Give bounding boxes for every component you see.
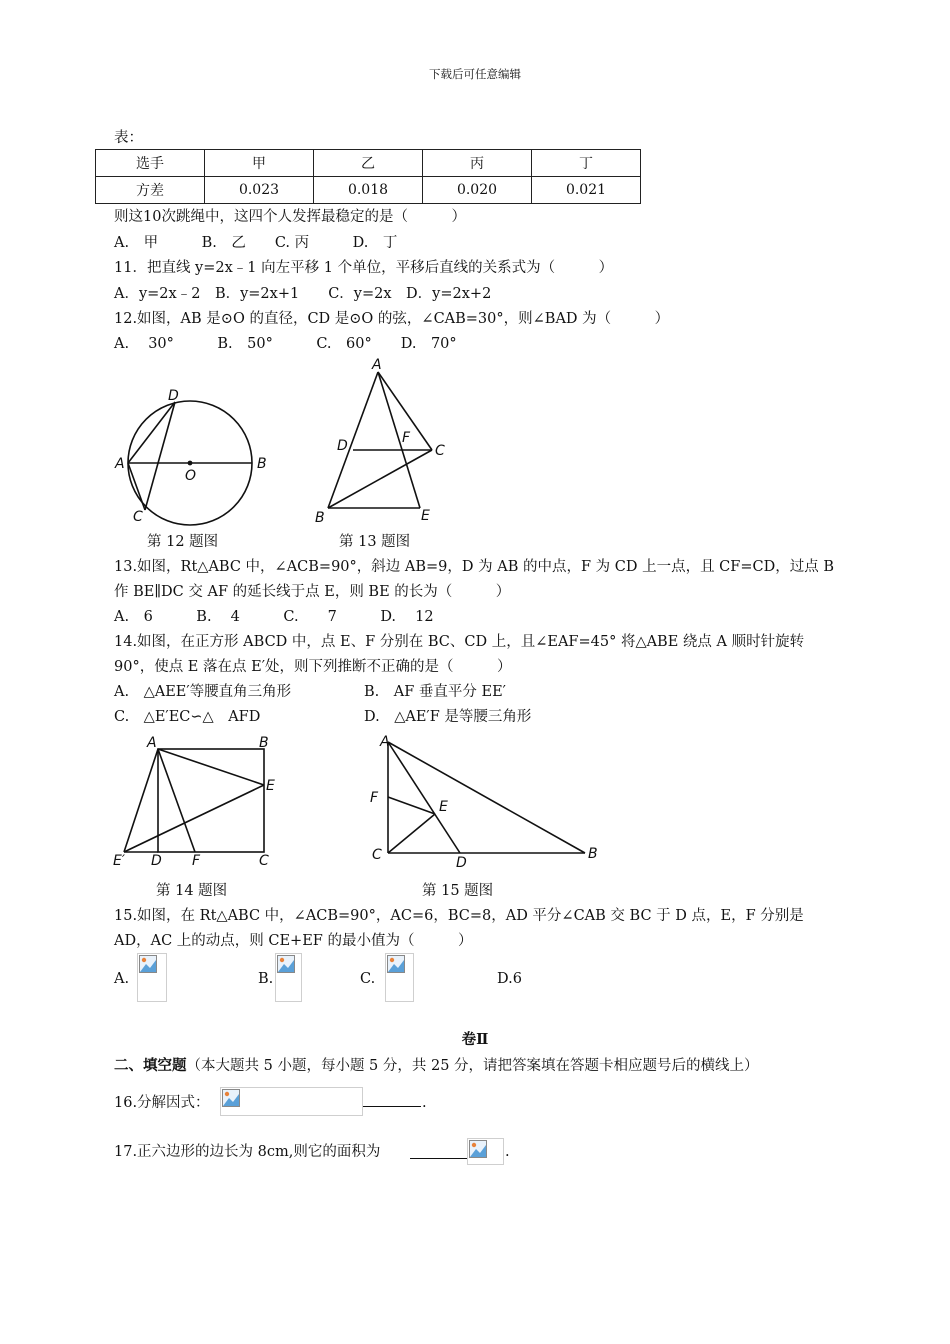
- square-abcd: [158, 749, 264, 852]
- chord-dc: [145, 402, 175, 510]
- q15-option-d: D.6: [497, 971, 522, 987]
- table-header-cell: 甲: [205, 150, 314, 177]
- option-b-image: [275, 953, 302, 1002]
- label-f: F: [402, 430, 411, 446]
- label-e: E: [421, 508, 430, 524]
- section-heading: [114, 1057, 759, 1075]
- table-header-cell: 丙: [423, 150, 532, 177]
- table-cell: 0.020: [423, 177, 532, 204]
- label-b: B: [259, 735, 269, 751]
- label-d: D: [456, 855, 467, 870]
- table-header-cell: 选手: [96, 150, 205, 177]
- part-title: 卷Ⅱ: [461, 1031, 489, 1048]
- label-a: A: [115, 456, 125, 472]
- table-header-cell: 乙: [314, 150, 423, 177]
- q14-line1: 14.如图，在正方形 ABCD 中，点 E、F 分别在 BC、CD 上，且∠EAF=45° 将△ABE 绕点 A 顺时针旋转: [114, 634, 805, 650]
- figure-13-triangle: [305, 352, 455, 532]
- broken-image-icon: [139, 955, 157, 973]
- caption-14: 第 14 题图: [156, 883, 228, 899]
- q15-option-a: A.: [114, 971, 130, 987]
- option-a-image: [137, 953, 167, 1002]
- q17-unit-image: [467, 1138, 504, 1165]
- label-e: E: [439, 799, 448, 815]
- center-point: [188, 461, 193, 466]
- q12-options: A. 30° B. 50° C. 60° D. 70°: [114, 336, 457, 352]
- variance-table: [95, 149, 641, 204]
- segment-a-ep: [124, 749, 158, 852]
- segment-ce: [388, 814, 435, 853]
- q16-expression-image: [220, 1087, 363, 1116]
- page-header: 下载后可任意编辑: [429, 67, 521, 81]
- label-a: A: [147, 735, 157, 751]
- label-e: E: [266, 778, 275, 794]
- q15-line2: AD，AC 上的动点，则 CE+EF 的最小值为（ ）: [114, 933, 473, 949]
- q13-line1: 13.如图，Rt△ABC 中，∠ACB=90°，斜边 AB=9，D 为 AB 的中点，F 为 CD 上一点，且 CF=CD，过点 B: [114, 559, 834, 575]
- q14-option-c: C. △E′EC∽△ AFD: [114, 709, 261, 725]
- label-b: B: [315, 510, 325, 526]
- label-a: A: [380, 734, 390, 750]
- label-a: A: [372, 357, 382, 373]
- q16-answer-blank[interactable]: [363, 1106, 421, 1107]
- label-b: B: [588, 846, 598, 862]
- q10-question: 则这10次跳绳中，这四个人发挥最稳定的是（ ）: [114, 209, 466, 225]
- segment-fe: [388, 797, 435, 814]
- label-e-prime: E′: [113, 853, 126, 869]
- table-header-row: [96, 150, 641, 177]
- segment-af: [158, 749, 195, 852]
- segment-ae: [158, 749, 264, 785]
- label-f: F: [370, 790, 379, 806]
- q17-answer-blank[interactable]: [410, 1158, 468, 1159]
- table-intro: 表：: [114, 130, 143, 146]
- option-c-image: [385, 953, 414, 1002]
- label-f: F: [192, 853, 201, 869]
- label-c: C: [435, 443, 445, 459]
- segment-ae: [378, 372, 420, 508]
- table-cell: 0.023: [205, 177, 314, 204]
- label-c: C: [133, 509, 143, 525]
- q11-options: A．y=2x﹣2 B．y=2x+1 C．y=2x D．y=2x+2: [114, 286, 492, 302]
- section-label: 二、填空题: [114, 1057, 187, 1074]
- section-instructions: （本大题共 5 小题，每小题 5 分，共 25 分，请把答案填在答题卡相应题号后的横线上）: [186, 1058, 759, 1074]
- caption-15: 第 15 题图: [422, 883, 494, 899]
- q17-text: 17.正六边形的边长为 8cm,则它的面积为: [114, 1144, 381, 1160]
- q14-option-a: A. △AEE′等腰直角三角形: [114, 684, 292, 700]
- q14-line2: 90°，使点 E 落在点 E′处，则下列推断不正确的是（ ）: [114, 659, 512, 675]
- chord-ac: [128, 463, 145, 510]
- q15-option-b: B.: [258, 971, 274, 987]
- q17-period: .: [505, 1144, 510, 1160]
- broken-image-icon: [277, 955, 295, 973]
- table-cell: 方差: [96, 177, 205, 204]
- figure-15-triangle: [360, 730, 610, 870]
- q15-line1: 15.如图，在 Rt△ABC 中，∠ACB=90°，AC=6，BC=8，AD 平分∠CAB 交 BC 于 D 点，E，F 分别是: [114, 908, 804, 924]
- q14-option-b: B. AF 垂直平分 EE′: [364, 684, 506, 700]
- broken-image-icon: [387, 955, 405, 973]
- segment-bc: [328, 450, 432, 508]
- label-d: D: [168, 388, 179, 404]
- segment-ab: [328, 372, 378, 508]
- q11-question: 11．把直线 y=2x﹣1 向左平移 1 个单位，平移后直线的关系式为（ ）: [114, 260, 614, 276]
- label-c: C: [259, 853, 269, 869]
- label-c: C: [372, 847, 382, 863]
- label-o: O: [185, 468, 197, 484]
- segment-ad: [388, 742, 460, 853]
- q12-question: 12.如图，AB 是⊙O 的直径，CD 是⊙O 的弦，∠CAB=30°，则∠BAD 为（ ）: [114, 311, 670, 327]
- table-header-cell: 丁: [532, 150, 641, 177]
- caption-12: 第 12 题图: [147, 534, 219, 550]
- figure-14-square: [108, 732, 283, 877]
- label-b: B: [257, 456, 267, 472]
- q10-options: A. 甲 B. 乙 C. 丙 D. 丁: [114, 235, 398, 251]
- q16-period: .: [422, 1095, 427, 1111]
- segment-ep-e: [124, 785, 264, 852]
- segment-ab: [388, 742, 585, 853]
- chord-ad: [128, 402, 175, 463]
- table-row: [96, 177, 641, 204]
- table-cell: 0.021: [532, 177, 641, 204]
- table-cell: 0.018: [314, 177, 423, 204]
- q13-options: A. 6 B. 4 C. 7 D. 12: [114, 609, 434, 625]
- label-d: D: [337, 438, 348, 454]
- broken-image-icon: [469, 1140, 487, 1158]
- figure-12-circle: [105, 380, 280, 530]
- q15-option-c: C.: [360, 971, 376, 987]
- caption-13: 第 13 题图: [339, 534, 411, 550]
- q14-option-d: D. △AE′F 是等腰三角形: [364, 709, 532, 725]
- label-d: D: [151, 853, 162, 869]
- broken-image-icon: [222, 1089, 240, 1107]
- q13-line2: 作 BE∥DC 交 AF 的延长线于点 E，则 BE 的长为（ ）: [114, 584, 511, 600]
- q16-text: 16.分解因式：: [114, 1095, 210, 1111]
